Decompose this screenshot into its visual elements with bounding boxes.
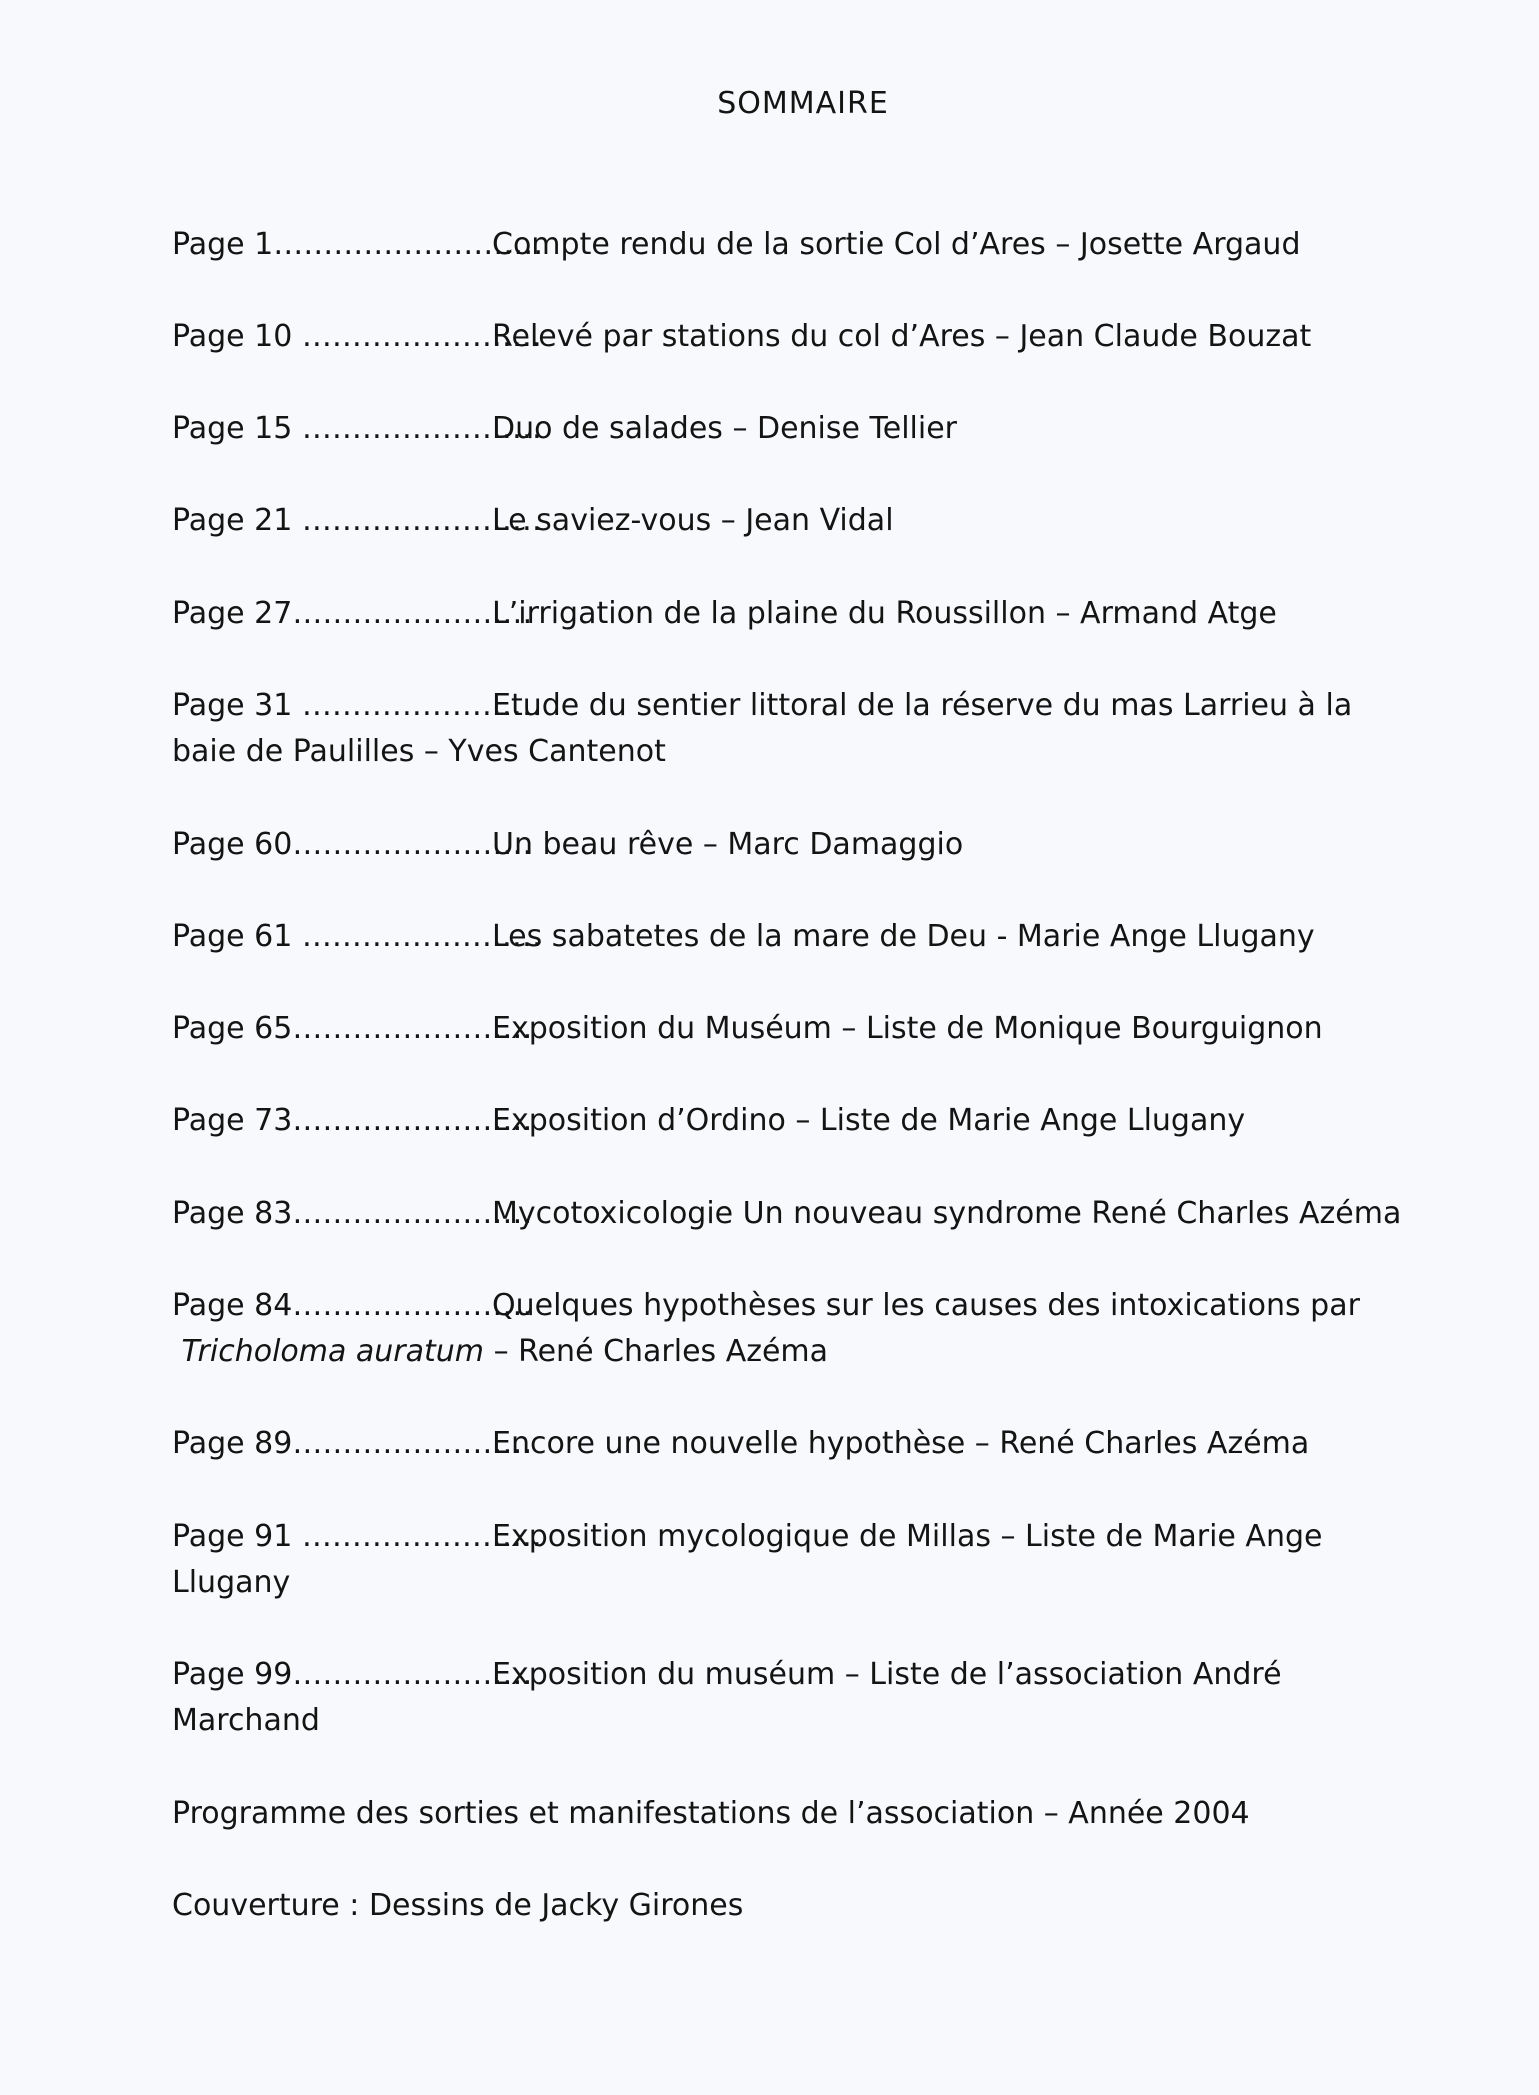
toc-entry	[172, 314, 1432, 360]
entry-line	[172, 406, 1432, 452]
toc-entry	[172, 683, 1432, 775]
entry-line	[172, 314, 1432, 360]
cover-credit: Couverture : Dessins de Jacky Girones	[172, 1888, 744, 1923]
entry-line	[172, 914, 1432, 960]
entry-text: Duo de salades – Denise Tellier	[492, 411, 957, 446]
entry-text: Exposition du Muséum – Liste de Monique Bourguignon	[492, 1011, 1323, 1046]
toc-entry	[172, 822, 1432, 868]
toc-entry	[172, 1514, 1432, 1606]
entry-continuation: Marchand	[172, 1703, 320, 1738]
toc-entry	[172, 498, 1432, 544]
toc-entry	[172, 1421, 1432, 1467]
entry-line	[172, 1006, 1432, 1052]
entry-text: Le saviez-vous – Jean Vidal	[492, 503, 894, 538]
entry-page: Page 89……………………	[172, 1426, 533, 1461]
toc-entry	[172, 1652, 1432, 1744]
entry-page: Page 10 ……………………	[172, 319, 542, 354]
entry-text: Compte rendu de la sortie Col d’Ares – Josette Argaud	[492, 227, 1301, 262]
entry-line	[172, 683, 1432, 729]
entry-text: Exposition d’Ordino – Liste de Marie Ange Llugany	[492, 1103, 1246, 1138]
entry-line	[172, 1652, 1432, 1698]
page-title: SOMMAIRE	[717, 86, 889, 121]
entry-text: Encore une nouvelle hypothèse – René Charles Azéma	[492, 1426, 1310, 1461]
entry-page: Page 27……………………	[172, 596, 533, 631]
toc-entry	[172, 406, 1432, 452]
entry-text: Quelques hypothèses sur les causes des intoxications par	[492, 1288, 1360, 1323]
entry-line	[172, 1098, 1432, 1144]
entry-text: L’irrigation de la plaine du Roussillon – Armand Atge	[492, 596, 1277, 631]
entry-line	[172, 498, 1432, 544]
entry-line	[172, 1191, 1432, 1237]
entry-page: Page 91 ……………………	[172, 1519, 542, 1554]
entry-page: Page 99……………………	[172, 1657, 533, 1692]
entry-page: Page 31 ……………………	[172, 688, 542, 723]
entry-line	[172, 822, 1432, 868]
program-note: Programme des sorties et manifestations de l’association – Année 2004	[172, 1796, 1250, 1831]
entry-page: Page 84……………………	[172, 1288, 533, 1323]
entry-text: Exposition mycologique de Millas – Liste de Marie Ange	[492, 1519, 1323, 1554]
entry-line	[172, 591, 1432, 637]
entry-page: Page 73……………………	[172, 1103, 533, 1138]
entry-line	[172, 1514, 1432, 1560]
entry-text: Relevé par stations du col d’Ares – Jean Claude Bouzat	[492, 319, 1312, 354]
entry-line	[172, 1421, 1432, 1467]
toc-entry	[172, 222, 1432, 268]
toc-entry	[172, 914, 1432, 960]
entry-text: Exposition du muséum – Liste de l’association André	[492, 1657, 1282, 1692]
entry-page: Page 83……………………	[172, 1196, 533, 1231]
toc-entry	[172, 1098, 1432, 1144]
entry-page: Page 65……………………	[172, 1011, 533, 1046]
entry-page: Page 15 ……………………	[172, 411, 542, 446]
entry-text: Les sabatetes de la mare de Deu - Marie Ange Llugany	[492, 919, 1315, 954]
toc-entry	[172, 1006, 1432, 1052]
entry-text: Mycotoxicologie Un nouveau syndrome René Charles Azéma	[492, 1196, 1402, 1231]
entry-author: – René Charles Azéma	[484, 1334, 829, 1369]
toc-entry	[172, 1283, 1432, 1375]
entry-page: Page 61 ……………………	[172, 919, 542, 954]
entry-text: Etude du sentier littoral de la réserve du mas Larrieu à la	[492, 688, 1353, 723]
entry-page: Page 1………………………	[172, 227, 544, 262]
entry-line	[172, 1283, 1432, 1329]
species-name: Tricholoma auratum	[181, 1334, 485, 1369]
toc-entry	[172, 1191, 1432, 1237]
entry-line	[172, 222, 1432, 268]
entry-continuation: Llugany	[172, 1565, 291, 1600]
entry-text: Un beau rêve – Marc Damaggio	[492, 827, 964, 862]
entry-page: Page 21 ……………………	[172, 503, 542, 538]
entry-continuation: baie de Paulilles – Yves Cantenot	[172, 734, 666, 769]
toc-entry	[172, 591, 1432, 637]
entry-continuation	[172, 1329, 1432, 1375]
entry-page: Page 60……………………	[172, 827, 533, 862]
